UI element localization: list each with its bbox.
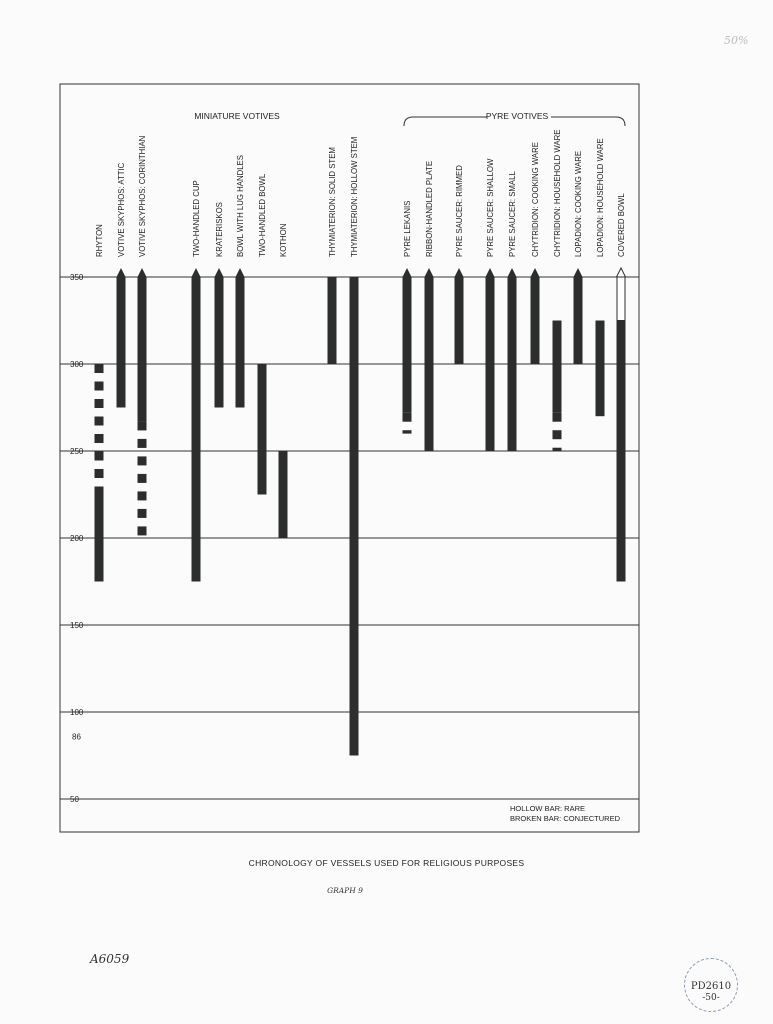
bar-solid — [192, 277, 201, 582]
bar-pyre-saucer-shallow — [486, 268, 495, 451]
x-label-two-handled-cup: TWO-HANDLED CUP — [192, 180, 201, 257]
x-label-pyre-saucer-small: PYRE SAUCER: SMALL — [508, 171, 517, 257]
bar-dash — [553, 448, 562, 451]
y-tick-label-200: 200 — [70, 534, 84, 543]
x-label-pyre-lekanis: PYRE LEKANIS — [403, 200, 412, 257]
library-stamp — [684, 958, 738, 1012]
bar-solid — [236, 277, 245, 408]
x-label-chytridion-cooking-ware: CHYTRIDION: COOKING WARE — [531, 142, 540, 257]
bar-votive-skyphos-corinthian — [138, 268, 147, 535]
bar-chytridion-household-ware — [553, 321, 562, 452]
bar-dash — [95, 469, 104, 478]
bar-krateriskos — [215, 268, 224, 408]
bar-arrow — [192, 268, 201, 277]
bar-dash — [95, 399, 104, 408]
bar-dash — [95, 487, 104, 495]
bar-dash — [403, 430, 412, 433]
bar-arrow — [403, 268, 412, 277]
bar-solid — [95, 495, 104, 582]
bar-chytridion-cooking-ware — [531, 268, 540, 364]
bar-solid — [617, 321, 626, 582]
group-label-miniature: MINIATURE VOTIVES — [194, 111, 280, 121]
stamp-number: PD2610 -50- — [690, 981, 732, 1003]
x-label-lopadion-cooking-ware: LOPADION: COOKING WARE — [574, 150, 583, 257]
bar-arrow — [455, 268, 464, 277]
bar-arrow — [617, 268, 626, 277]
bar-dash — [95, 382, 104, 391]
bar-dash — [138, 491, 147, 500]
x-label-lopadion-household-ware: LOPADION: HOUSEHOLD WARE — [596, 138, 605, 257]
bar-dash — [553, 430, 562, 439]
bar-dash — [138, 456, 147, 465]
bar-solid — [425, 277, 434, 451]
legend-line-hollow: HOLLOW BAR: RARE — [510, 804, 586, 813]
bar-solid — [350, 277, 359, 756]
bar-dash — [138, 474, 147, 483]
bar-pyre-lekanis — [403, 268, 412, 434]
bar-solid — [553, 321, 562, 413]
bar-solid — [215, 277, 224, 408]
category-labels — [95, 129, 626, 257]
bar-solid — [596, 321, 605, 417]
x-label-covered-bowl: COVERED BOWL — [617, 193, 626, 257]
bar-arrow — [425, 268, 434, 277]
bar-solid — [531, 277, 540, 364]
bar-solid — [117, 277, 126, 408]
corner-note: 50% — [724, 34, 749, 47]
bar-rhyton — [95, 364, 104, 582]
x-label-krateriskos: KRATERISKOS — [215, 202, 224, 257]
y-tick-label-50: 50 — [70, 795, 79, 804]
x-label-pyre-saucer-rimmed: PYRE SAUCER: RIMMED — [455, 165, 464, 257]
y-tick-label-100: 100 — [70, 708, 84, 717]
x-label-votive-skyphos-attic: VOTIVE SKYPHOS: ATTIC — [117, 162, 126, 257]
bar-arrow — [138, 268, 147, 277]
x-label-rhyton: RHYTON — [95, 224, 104, 257]
bar-dash — [95, 452, 104, 461]
bar-arrow — [117, 268, 126, 277]
y-extra-label: 86 — [72, 732, 81, 742]
bar-votive-skyphos-attic — [117, 268, 126, 408]
x-label-thymiaterion-solid-stem: THYMIATERION: SOLID STEM — [328, 147, 337, 257]
graph-note: GRAPH 9 — [327, 886, 363, 895]
bar-dash — [403, 413, 412, 422]
bar-arrow — [574, 268, 583, 277]
bar-dash — [138, 439, 147, 448]
x-label-votive-skyphos-corinthian: VOTIVE SKYPHOS: CORINTHIAN — [138, 135, 147, 257]
bar-solid — [455, 277, 464, 364]
x-label-two-handled-bowl: TWO-HANDLED BOWL — [258, 173, 267, 257]
bar-pyre-saucer-rimmed — [455, 268, 464, 364]
x-label-thymiaterion-hollow-stem: THYMIATERION: HOLLOW STEM — [350, 136, 359, 257]
bar-thymiaterion-hollow-stem — [350, 277, 359, 756]
bar-arrow — [215, 268, 224, 277]
y-tick-label-250: 250 — [70, 447, 84, 456]
bar-dash — [95, 364, 104, 373]
bar-two-handled-bowl — [258, 364, 267, 495]
bar-dash — [95, 417, 104, 426]
bar-ribbon-handled-plate — [425, 268, 434, 451]
bar-dash — [138, 526, 147, 535]
bar-two-handled-cup — [192, 268, 201, 582]
bar-pyre-saucer-small — [508, 268, 517, 451]
bar-arrow — [531, 268, 540, 277]
bar-hollow — [617, 277, 625, 321]
bar-dash — [95, 434, 104, 443]
chart-caption: CHRONOLOGY OF VESSELS USED FOR RELIGIOUS PURPOSES — [248, 858, 525, 868]
y-tick-label-300: 300 — [70, 360, 84, 369]
bar-solid — [328, 277, 337, 364]
bar-arrow — [236, 268, 245, 277]
bar-arrow — [486, 268, 495, 277]
bar-dash — [553, 413, 562, 422]
bar-solid — [486, 277, 495, 451]
bar-solid — [403, 277, 412, 413]
bar-kothon — [279, 451, 288, 538]
x-label-bowl-with-lug-handles: BOWL WITH LUG HANDLES — [236, 155, 245, 257]
bar-bowl-with-lug-handles — [236, 268, 245, 408]
legend-line-broken: BROKEN BAR: CONJECTURED — [510, 814, 621, 823]
bar-layer — [95, 268, 626, 756]
group-label-pyre: PYRE VOTIVES — [485, 111, 549, 121]
bar-thymiaterion-solid-stem — [328, 277, 337, 364]
bar-arrow — [508, 268, 517, 277]
bar-solid — [508, 277, 517, 451]
x-label-pyre-saucer-shallow: PYRE SAUCER: SHALLOW — [486, 158, 495, 257]
bar-solid — [258, 364, 267, 495]
x-label-ribbon-handled-plate: RIBBON-HANDLED PLATE — [425, 160, 434, 257]
bar-dash — [138, 421, 147, 430]
bar-covered-bowl — [617, 268, 626, 582]
bar-solid — [279, 451, 288, 538]
bar-solid — [138, 277, 147, 421]
bar-lopadion-household-ware — [596, 321, 605, 417]
x-label-chytridion-household-ware: CHYTRIDION: HOUSEHOLD WARE — [553, 129, 562, 257]
y-tick-label-350: 350 — [70, 273, 84, 282]
bar-dash — [138, 509, 147, 518]
bar-lopadion-cooking-ware — [574, 268, 583, 364]
x-label-kothon: KOTHON — [279, 223, 288, 257]
bar-solid — [574, 277, 583, 364]
y-tick-label-150: 150 — [70, 621, 84, 630]
y-axis — [70, 273, 84, 804]
accession-number: A6059 — [90, 952, 130, 966]
